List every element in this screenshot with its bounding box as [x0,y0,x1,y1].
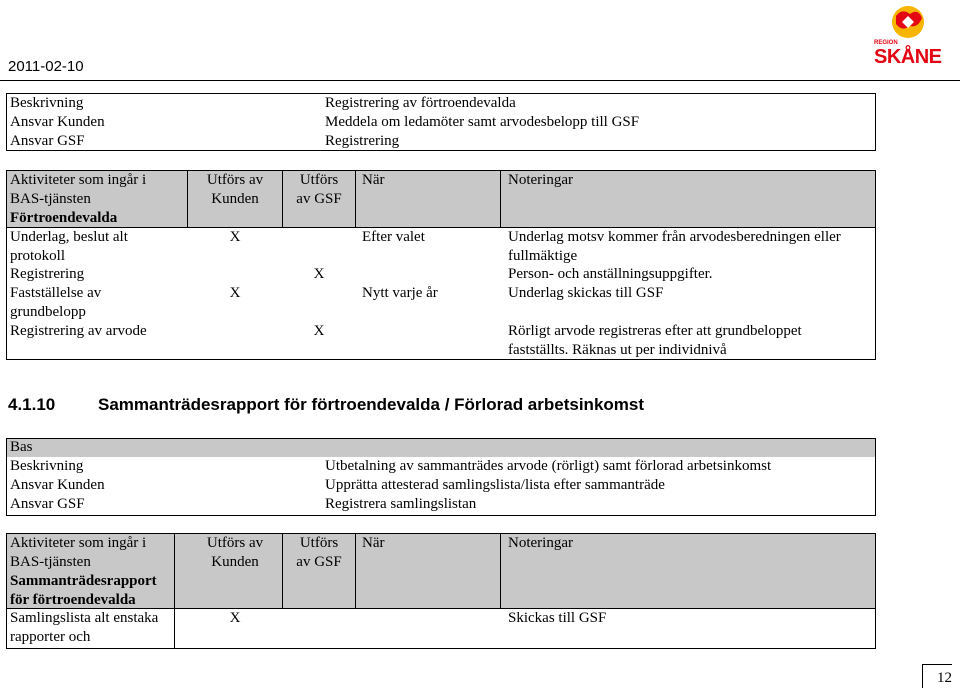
row-note-line: Rörligt arvode registreras efter att grundbeloppet [508,323,802,339]
label-ansvar-gsf: Ansvar GSF [10,133,85,149]
row-activity: Underlag, beslut alt [10,229,128,245]
table-1-header-gsf [283,171,355,209]
table-2-header-nar: När [362,535,385,551]
section-title: Sammanträdesrapport för förtroendevalda / Förlorad arbetsinkomst [98,395,645,414]
row-activity: Registrering [10,266,85,282]
header-text: Kunden [211,191,259,207]
row-note-line: fullmäktige [508,248,578,264]
row-note-line: Skickas till GSF [508,610,607,626]
row-gsf-mark: X [313,266,325,282]
header-text: Aktiviteter som ingår i [10,535,147,551]
value-beskrivning: Utbetalning av sammanträdes arvode (rörligt) samt förlorad arbetsinkomst [325,458,772,474]
row-notes [508,284,663,303]
row-notes [508,228,841,266]
table-1-col-divider [355,170,356,227]
label-ansvar-kunden: Ansvar Kunden [10,477,105,493]
table-1-header-notes: Noteringar [508,172,573,188]
logo-region-text: REGION [874,40,898,46]
row-note-line: Underlag motsv kommer från arvodesberedningen eller [508,229,841,245]
row-nar: Nytt varje år [362,285,438,301]
row-activity: rapporter och [10,629,91,645]
value-ansvar-kunden: Meddela om ledamöter samt arvodesbelopp till GSF [325,114,640,130]
header-text: Utförs av [206,172,264,188]
row-notes [508,322,802,360]
row-note-line: Underlag skickas till GSF [508,285,664,301]
header-text: BAS-tjänsten [10,191,91,207]
header-service-name: för förtroendevalda [10,592,136,608]
row-note-line: fastställts. Räknas ut per individnivå [508,342,727,358]
header-text: BAS-tjänsten [10,554,91,570]
value-ansvar-kunden: Upprätta attesterad samlingslista/lista efter sammanträde [325,477,665,493]
row-notes [508,265,713,284]
info-labels [10,438,105,514]
row-notes [508,609,606,628]
header-text: Utförs av [206,535,264,551]
row-activity: Samlingslista alt enstaka [10,610,159,626]
header-text: av GSF [296,191,342,207]
table-row [10,228,128,266]
row-kunden-mark: X [229,285,241,301]
header-service-name: Sammanträdesrapport [10,573,157,589]
label-ansvar-gsf: Ansvar GSF [10,496,85,512]
header-text: Kunden [211,554,259,570]
table-row [10,609,158,647]
logo-skane-text: SKÅNE [874,46,942,68]
label-beskrivning: Beskrivning [10,458,84,474]
info-values [325,438,771,514]
page-number: 12 [937,670,952,686]
value-ansvar-gsf: Registrering [325,133,400,149]
header-text: Aktiviteter som ingår i [10,172,147,188]
table-1-col-divider [500,170,501,227]
label-bas: Bas [10,439,33,455]
row-activity: Fastställelse av [10,285,102,301]
row-gsf-mark: X [313,323,325,339]
table-2-header-notes: Noteringar [508,535,573,551]
value-beskrivning: Registrering av förtroendevalda [325,95,516,111]
table-1-header-activity [10,171,146,228]
row-activity: protokoll [10,248,65,264]
table-2-col-divider [355,533,356,608]
table-row [10,322,147,341]
label-ansvar-kunden: Ansvar Kunden [10,114,105,130]
info-values [325,94,639,151]
header-service-name: Förtroendevalda [10,210,118,226]
table-2-header-gsf [283,534,355,572]
value-ansvar-gsf: Registrera samlingslistan [325,496,477,512]
section-number: 4.1.10 [8,395,56,414]
table-1-header-nar: När [362,172,385,188]
header-text: Utförs [299,535,339,551]
label-beskrivning: Beskrivning [10,95,84,111]
info-labels [10,94,105,151]
row-kunden-mark: X [229,229,241,245]
table-2-header-kunden [188,534,282,572]
region-skane-logo [868,2,948,72]
row-activity: grundbelopp [10,304,86,320]
row-note-line: Person- och anställningsuppgifter. [508,266,713,282]
row-activity: Registrering av arvode [10,323,147,339]
table-2-col-divider [500,533,501,608]
header-text: Utförs [299,172,339,188]
table-2-header-activity [10,534,157,610]
table-row [10,284,101,322]
table-2-col-divider [174,533,175,649]
row-nar: Efter valet [362,229,425,245]
header-rule [0,80,960,81]
header-text: av GSF [296,554,342,570]
table-row [10,265,84,284]
value-bas [325,438,771,457]
table-1-header-kunden [188,171,282,209]
row-kunden-mark: X [229,610,241,626]
document-date: 2011-02-10 [8,58,84,75]
